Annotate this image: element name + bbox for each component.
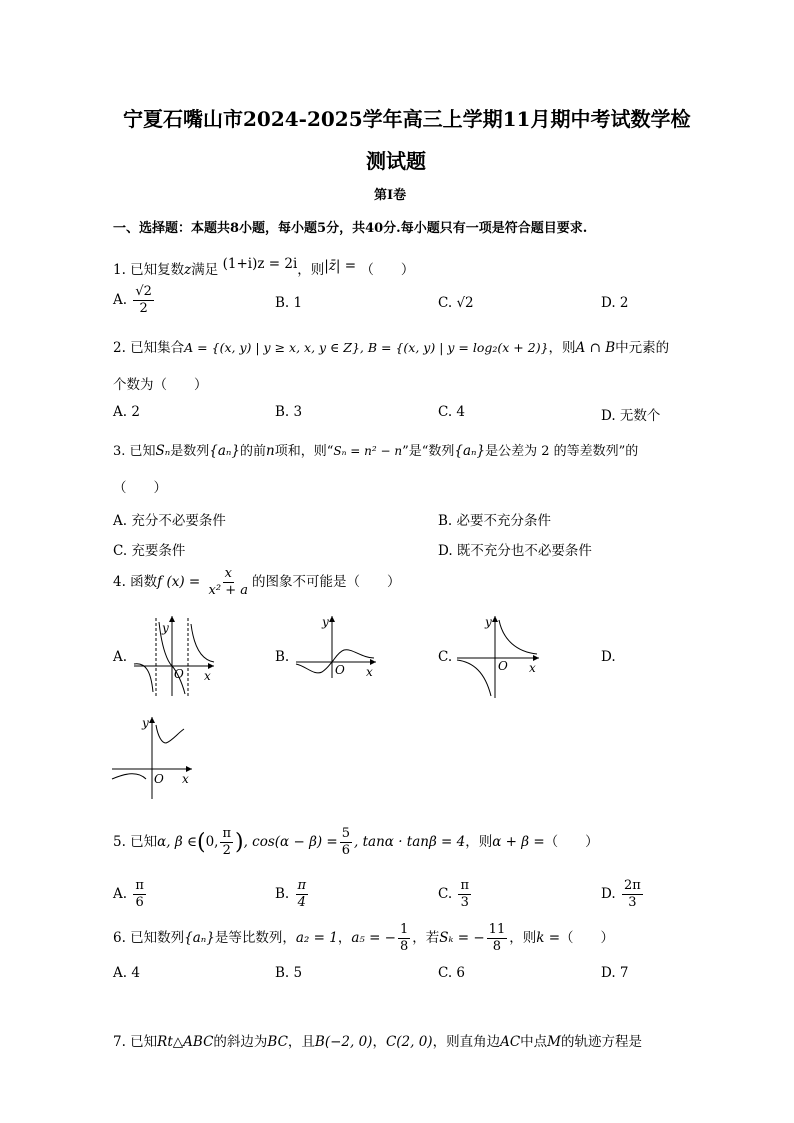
q2-option-b: B. 3: [275, 404, 303, 420]
q2-intersection: A ∩ B: [575, 340, 616, 356]
q6-text: 6. 已知数列: [113, 930, 185, 946]
q3-option-d: D. 既不充分也不必要条件: [438, 543, 592, 559]
q7-text: 的轨迹方程是: [561, 1034, 642, 1050]
y-arrow: [149, 717, 155, 723]
numerator: π: [135, 878, 144, 893]
option-value: √2: [456, 295, 474, 311]
denominator: 3: [628, 895, 637, 910]
q3-n: n: [266, 443, 275, 459]
q6-option-b: B. 5: [275, 965, 303, 981]
q1-text2: 满足: [191, 262, 219, 278]
numerator: 2π: [623, 878, 641, 893]
q6-eleven-eighths: [487, 922, 508, 955]
denominator: 2: [222, 843, 231, 858]
q6-option-c: C. 6: [438, 965, 466, 981]
page-title-line2: 测试题: [366, 149, 426, 173]
section-heading: 一、选择题：本题共8小题，每小题5分，共40分.每小题只有一项是符合题目要求.: [113, 221, 588, 236]
q6-one-eighth: [398, 922, 410, 955]
option-label: B.: [275, 886, 290, 902]
y-arrow: [492, 616, 498, 622]
option-label: C.: [438, 886, 453, 902]
q5-option-d: [601, 878, 645, 911]
question-4-stem: [113, 566, 400, 599]
q6-option-a: A. 4: [113, 965, 140, 981]
q5-text: 5. 已知: [113, 834, 158, 850]
q3-option-a: A. 充分不必要条件: [113, 513, 226, 529]
q4-graph-a: [128, 612, 220, 700]
option-label: A.: [113, 292, 128, 308]
y-label: y: [142, 716, 149, 730]
option-label: D.: [601, 886, 616, 902]
q5-paren: （ ）: [544, 834, 599, 850]
origin-label: O: [335, 663, 345, 677]
numerator: 1: [400, 922, 409, 937]
q6-option-d: D. 7: [601, 965, 629, 981]
q2-then: ，则: [548, 340, 576, 356]
q2-option-a: A. 2: [113, 404, 140, 420]
y-label: y: [322, 615, 329, 629]
fraction: [133, 284, 154, 317]
numerator: π: [460, 878, 469, 893]
q2-end: 中元素的: [615, 340, 670, 356]
q1-var: z: [184, 262, 192, 278]
q5-option-b: [275, 878, 310, 911]
x-label: x: [204, 669, 211, 683]
denominator: 2: [139, 301, 148, 316]
denominator: 4: [297, 895, 306, 910]
q4-graph-c: [455, 612, 547, 702]
q3-seq: {aₙ}: [209, 443, 240, 459]
fraction: [296, 878, 309, 911]
fraction: [133, 878, 146, 911]
q7-text: 的斜边为: [213, 1034, 268, 1050]
q5-option-a: [113, 878, 148, 911]
q6-a2: a₂ = 1: [295, 930, 338, 946]
denominator: 8: [492, 939, 502, 954]
q4-graph-d: [108, 713, 200, 803]
q7-ac: AC: [500, 1034, 521, 1050]
q4-option-a-label: A.: [113, 649, 128, 665]
fraction: [458, 878, 471, 911]
q1-equation: (1+i)z = 2i: [222, 256, 298, 272]
q3-option-c: C. 充要条件: [113, 543, 186, 559]
q2-text: 2. 已知集合: [113, 340, 185, 356]
q3-sn: Sₙ: [155, 443, 171, 459]
q7-text: 7. 已知: [113, 1034, 158, 1050]
q7-sep: ，: [372, 1034, 386, 1050]
origin-label: O: [174, 667, 184, 681]
q5-sum: α + β =: [492, 834, 545, 850]
curve-left: [112, 774, 146, 779]
paren-right: ): [235, 830, 244, 855]
fraction: [622, 878, 643, 911]
denominator: x² + a: [208, 583, 248, 598]
q7-text: ，则直角边: [432, 1034, 501, 1050]
question-2-line2: 个数为（ ）: [113, 377, 208, 393]
q5-five-sixths: [340, 826, 352, 859]
q6-sep: ，: [337, 930, 352, 946]
origin-label: O: [154, 772, 164, 786]
numerator: x: [224, 566, 232, 581]
denominator: 3: [460, 895, 469, 910]
q2-sets: A = {(x, y) | y ≥ x, x, y ∈ Z}, B = {(x, y) | y = log₂(x + 2)}: [184, 340, 549, 355]
denominator: 6: [341, 843, 351, 858]
y-arrow: [169, 616, 175, 622]
question-1-stem: [113, 258, 414, 278]
numerator: 5: [341, 826, 351, 841]
q1-option-b: B. 1: [275, 295, 303, 311]
q2-option-c: C. 4: [438, 404, 466, 420]
q3-text: ”是“数列: [402, 444, 455, 459]
q5-interval: 0,: [205, 834, 219, 850]
question-3-line2: （ ）: [113, 480, 167, 496]
q6-a5: a₅ = −: [351, 930, 396, 946]
q5-tan: , tanα · tanβ = 4: [354, 834, 466, 850]
q4-graph-b: [292, 612, 382, 682]
q1-option-a: [113, 284, 156, 317]
paren-left: (: [196, 830, 206, 855]
q5-cos: , cos(α − β) =: [243, 834, 338, 850]
q4-fraction: [207, 566, 250, 599]
q7-triangle: Rt△ABC: [157, 1034, 214, 1050]
q6-then: ，则: [509, 930, 537, 946]
q7-text: 中点: [520, 1034, 548, 1050]
q4-text: 4. 函数: [113, 574, 158, 590]
q2-option-d: D. 无数个: [601, 408, 661, 424]
denominator: 8: [400, 939, 409, 954]
q1-paren: （ ）: [360, 262, 415, 278]
q7-c: C(2, 0): [385, 1034, 433, 1050]
q5-var: α, β ∈: [157, 834, 197, 850]
question-7-stem: [113, 1030, 642, 1050]
numerator: π: [297, 878, 307, 893]
q7-m: M: [547, 1034, 561, 1050]
q5-option-c: [438, 878, 473, 911]
q3-option-b: B. 必要不充分条件: [438, 513, 552, 529]
x-label: x: [182, 772, 189, 786]
question-2-stem: [113, 336, 669, 356]
q1-option-d: D. 2: [601, 295, 629, 311]
q3-text: 是公差为 2 的等差数列”的: [485, 444, 639, 459]
option-label: C.: [438, 295, 453, 311]
q3-text: 的前: [240, 444, 267, 459]
question-5-stem: [113, 826, 599, 859]
q6-k: k =: [536, 930, 561, 946]
question-3-stem: [113, 440, 638, 459]
q3-text: 3. 已知: [113, 444, 156, 459]
q1-text: 1. 已知复数: [113, 262, 185, 278]
x-label: x: [366, 665, 373, 679]
q5-pi-over-2: [220, 826, 233, 859]
q6-seq: {aₙ}: [184, 930, 215, 946]
numerator: 11: [488, 922, 506, 937]
y-label: y: [162, 621, 169, 635]
q4-text: 的图象不可能是（ ）: [251, 574, 401, 590]
q4-option-b-label: B.: [275, 649, 290, 665]
y-arrow: [329, 616, 335, 622]
q7-bc: BC: [267, 1034, 288, 1050]
x-label: x: [529, 661, 536, 675]
curve-right: [499, 620, 537, 654]
option-label: A.: [113, 886, 128, 902]
question-6-stem: [113, 922, 614, 955]
q6-paren: （ ）: [560, 930, 615, 946]
q1-then: ，则: [297, 262, 325, 278]
curve-left: [457, 660, 491, 696]
q6-text: 是等比数列，: [214, 930, 296, 946]
q4-option-d-label: D.: [601, 649, 616, 665]
denominator: 6: [135, 895, 144, 910]
curve-right: [191, 624, 214, 662]
q4-fx: f (x) =: [157, 574, 201, 590]
q3-text: 是数列: [170, 444, 210, 459]
origin-label: O: [498, 659, 508, 673]
q7-b: B(−2, 0): [314, 1034, 373, 1050]
volume-label: 第Ⅰ卷: [374, 188, 407, 203]
q7-text: ，且: [287, 1034, 315, 1050]
curve-right: [156, 725, 184, 743]
q4-option-c-label: C.: [438, 649, 453, 665]
q6-sk: Sₖ = −: [439, 930, 485, 946]
q3-formula: Sₙ = n² − n: [333, 444, 403, 458]
q6-text: ，若: [412, 930, 440, 946]
q5-then: ，则: [465, 834, 493, 850]
numerator: π: [222, 826, 231, 841]
q3-seq2: {aₙ}: [454, 443, 486, 459]
y-label: y: [485, 615, 492, 629]
q3-text: 项和，则“: [274, 444, 334, 459]
q1-modulus: |z̄| =: [324, 258, 357, 274]
numerator: √2: [135, 284, 152, 299]
q1-option-c: [438, 295, 474, 311]
curve-left: [134, 664, 153, 692]
page-title-line1: 宁夏石嘴山市2024-2025学年高三上学期11月期中考试数学检: [123, 107, 691, 131]
